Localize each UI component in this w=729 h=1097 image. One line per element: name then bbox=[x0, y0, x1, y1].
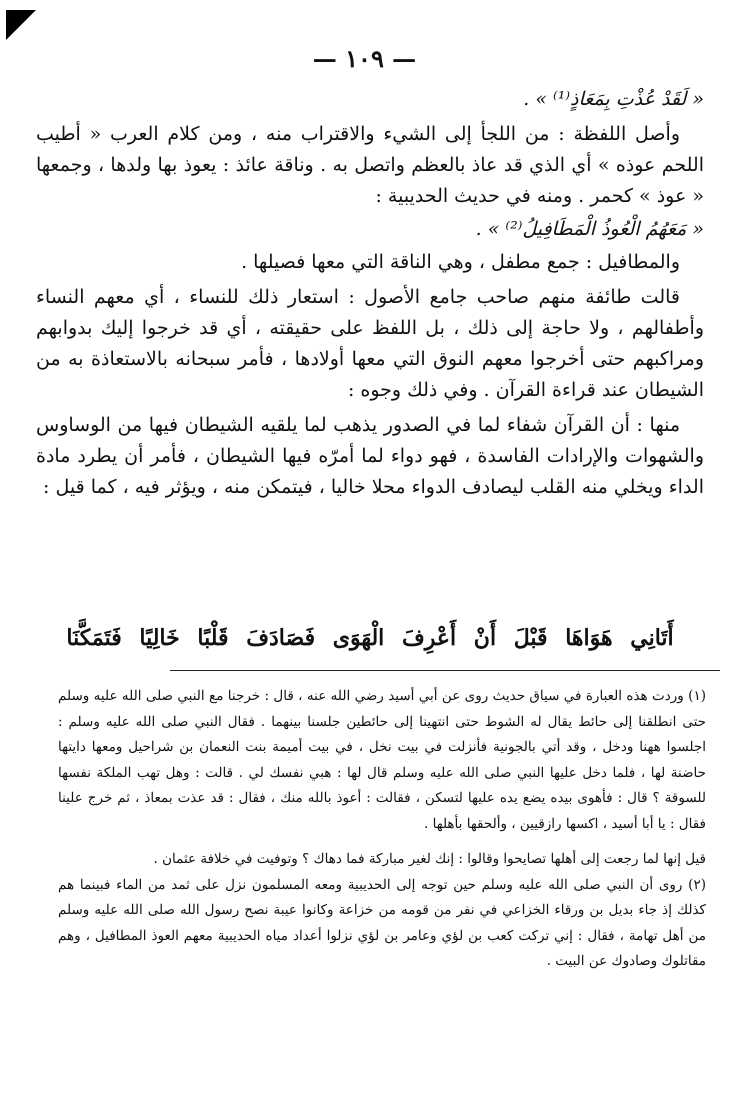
footnote-2: (٢) روى أن النبي صلى الله عليه وسلم حين توجه إلى الحديبية ومعه المسلمون نزل على ثمد من الماء فبينما هم كذلك إذ جاء بديل بن ورقاء الخزاعي في نفر من قومه من خزاعة وكانوا عيبة نصح رسول الله صلى الله عليه وسلم من أهل تهامة ، فقال : إني تركت كعب بن لؤي وعامر بن لؤي نزلوا أعداد مياه الحديبية معهم العوذ المطافيل ، وهم مقاتلوك وصادوك عن البيت . bbox=[58, 876, 706, 969]
paragraph-reasons: منها : أن القرآن شفاء لما في الصدور يذهب لما يلقيه الشيطان فيها من الوساوس والشهوات والإرادات الفاسدة ، فهو دواء لما أمرّه فيها الشيطان ، فأمر أن يطرد مادة الداء ويخلي منه القلب ليصادف الدواء محلا خاليا ، فيتمكن منه ، ويؤثر فيه ، كما قيل : bbox=[36, 414, 704, 498]
poetry-verse: أَتَانِي هَوَاهَا قَبْلَ أَنْ أَعْرِفَ الْهَوَى فَصَادَفَ قَلْبًا خَالِيًا فَتَمَكَّنَا bbox=[66, 625, 674, 651]
footnote-1-continuation: قيل إنها لما رجعت إلى أهلها تصايحوا وقالوا : إنك لغير مباركة فما دهاك ؟ وتوفيت في خلافة عثمان . bbox=[153, 851, 706, 867]
main-text bbox=[36, 82, 704, 503]
footnote-1: (١) وردت هذه العبارة في سياق حديث روى عن أبي أسيد رضي الله عنه ، قال : خرجنا مع النبي صلى الله عليه وسلم حتى انطلقنا إلى حائط يقال له الشوط حتى انتهينا إلى حائطين جلسنا بينهما . فقال النبي صلى الله عليه وسلم : اجلسوا ههنا ودخل ، وقد أتي بالجونية فأنزلت في بيت نخل ، في بيت أميمة بنت النعمان بن شراحيل ومعها دايتها حاضنة لها ، فلما دخل عليها النبي صلى الله عليه وسلم قال لها : هبي نفسك لي . قالت : وهل تهب الملكة نفسها للسوقة ؟ قال : فأهوى بيده يضع يده عليها لتسكن ، فقالت : أعوذ بالله منك ، فقال : قد عذت بمعاذ ، ثم خرج علينا فقال : يا أبا أسيد ، اكسها رازقيين ، وألحقها بأهلها . bbox=[58, 688, 706, 832]
quoted-hadith-phrase: « مَعَهُمُ الْعُوذُ الْمَطَافِيلُ⁽²⁾ » . bbox=[475, 218, 704, 240]
quoted-phrase: « لَقَدْ عُذْتِ بِمَعَاذٍ⁽¹⁾ » . bbox=[523, 88, 704, 110]
page-corner-mark bbox=[6, 10, 36, 40]
footnotes bbox=[58, 684, 706, 975]
paragraph-matafil: والمطافيل : جمع مطفل ، وهي الناقة التي معها فصيلها . bbox=[241, 251, 680, 273]
paragraph-origin: وأصل اللفظة : من اللجأ إلى الشيء والاقتراب منه ، ومن كلام العرب « أطيب اللحم عوذه » أي الذي قد عاذ بالعظم واتصل به . وناقة عائذ : يعوذ بها ولدها ، وجمعها « عوذ » كحمر . ومنه في حديث الحديبية : bbox=[36, 123, 704, 207]
footnote-divider bbox=[170, 670, 720, 671]
paragraph-interpretation: قالت طائفة منهم صاحب جامع الأصول : استعار ذلك للنساء ، أي معهم النساء وأطفالهم ، ولا حاجة إلى ذلك ، بل اللفظ على حقيقته ، أي قد خرجوا إليك بدوابهم ومراكبهم حتى أخرجوا معهم النوق التي معها أولادها ، فأمر سبحانه بالاستعاذة به من الشيطان عند قراءة القرآن . وفي ذلك وجوه : bbox=[36, 286, 705, 401]
page-number: — ١٠٩ — bbox=[312, 44, 417, 73]
